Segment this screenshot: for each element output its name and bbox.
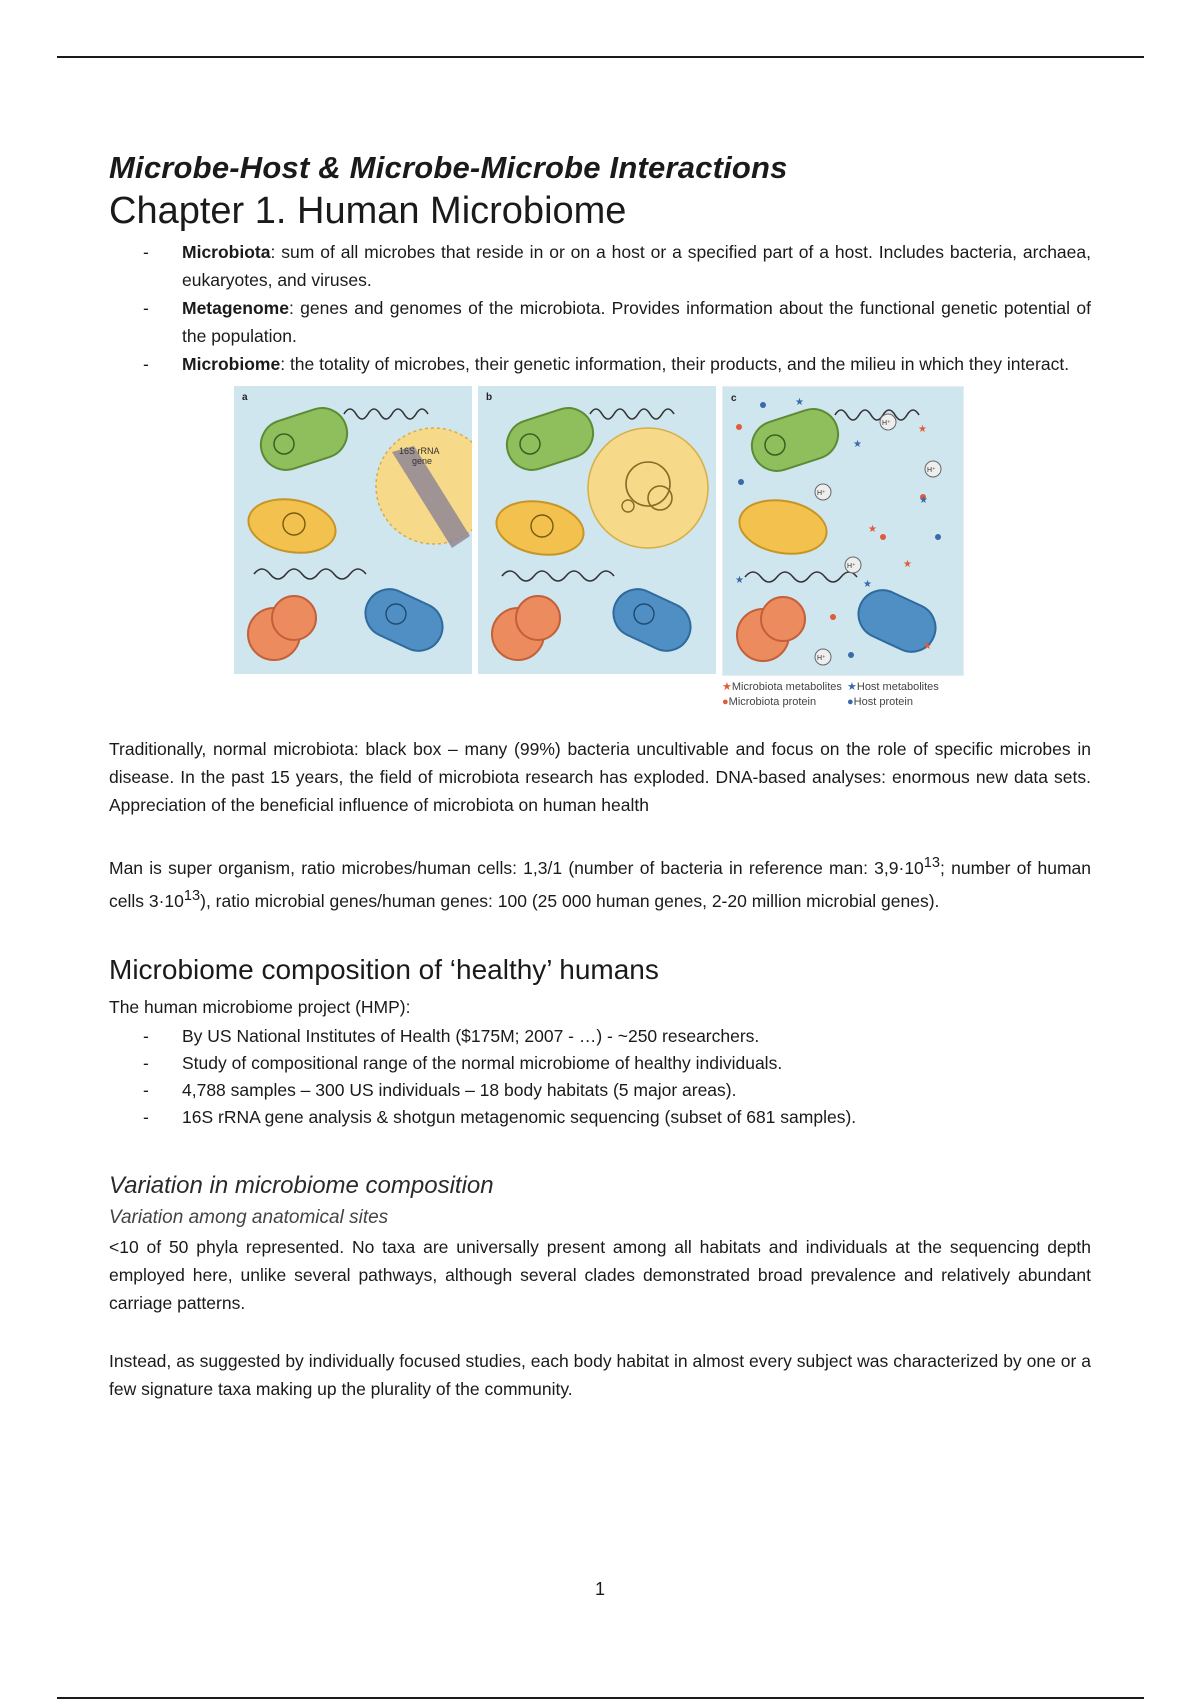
dot-icon: ●: [847, 696, 854, 708]
microbiota-protein-dot: [880, 534, 886, 540]
yellow-bacterium: [492, 495, 588, 561]
legend-host-metabolites: [847, 680, 972, 695]
definition-text: : sum of all microbes that reside in or on a host or a specified part of a host. Includes bacteria, archaea, eukaryotes, and viruses.: [182, 242, 1091, 290]
definition-text: : the totality of microbes, their genetic information, their products, and the milieu in which they interact.: [280, 354, 1070, 374]
document-subtitle: Microbe-Host & Microbe-Microbe Interactions: [109, 150, 788, 185]
host-metabolite-star: ★: [919, 495, 928, 506]
list-item: - Study of compositional range of the normal microbiome of healthy individuals.: [109, 1050, 1091, 1077]
microbiome-figure: [234, 386, 974, 711]
definition-term: Microbiome: [182, 354, 281, 374]
host-protein-dot: [760, 402, 766, 408]
paragraph-phyla: <10 of 50 phyla represented. No taxa are universally present among all habitats and individuals at the sequencing depth employed here, unlike several pathways, although several clades demonstrated broad prevalence and relatively abundant carriage patterns.: [109, 1236, 1091, 1313]
microbiota-metabolite-star: ★: [923, 641, 932, 652]
panel-a-illustration: [234, 386, 472, 674]
flagellum: [590, 409, 674, 419]
paragraph-super-organism: [109, 849, 1091, 915]
legend-microbiota-protein: [722, 695, 847, 710]
proton-label: H⁺: [927, 467, 936, 474]
dot-icon: ●: [722, 696, 729, 708]
host-metabolite-star: ★: [795, 397, 804, 408]
text-span: ), ratio microbial genes/human genes: 100 (25 000 human genes, 2-20 million microbial genes).: [200, 890, 940, 911]
proton-label: H⁺: [817, 655, 826, 662]
figure-panel-b: [478, 386, 716, 674]
panel-b-label: b: [486, 392, 493, 403]
paragraph-black-box: Traditionally, normal microbiota: black box – many (99%) bacteria uncultivable and focus on the role of specific microbes in disease. In the past 15 years, the field of microbiota research has exploded. DNA-based analyses: enormous new data sets. Appreciation of the beneficial influence of microbiota on human health: [109, 739, 1091, 815]
flagellum: [254, 569, 366, 579]
legend-microbiota-metabolites: [722, 680, 847, 695]
definition-metagenome: [109, 294, 1091, 350]
paragraph-signature-taxa: Instead, as suggested by individually focused studies, each body habitat in almost every subject was characterized by one or a few signature taxa making up the plurality of the community.: [109, 1350, 1091, 1399]
superscript: 13: [183, 887, 201, 904]
microbiota-metabolite-star: ★: [903, 559, 912, 570]
definition-list: [109, 238, 1091, 378]
yellow-bacterium: [244, 493, 340, 559]
proton-label: H⁺: [847, 563, 856, 570]
gene-label-line1: 16S rRNA: [399, 446, 440, 456]
host-protein-dot: [935, 534, 941, 540]
legend-label: Microbiota metabolites: [731, 681, 842, 693]
section-heading-healthy: Microbiome composition of ‘healthy’ humans: [109, 953, 659, 985]
orange-bacterium: [761, 597, 805, 641]
definition-term: Metagenome: [182, 298, 289, 318]
hmp-list: [109, 1023, 1091, 1131]
list-item: - By US National Institutes of Health ($175M; 2007 - …) - ~250 researchers.: [109, 1023, 1091, 1050]
flagellum: [344, 409, 428, 419]
top-rule: [57, 56, 1144, 58]
chapter-title: Chapter 1. Human Microbiome: [109, 190, 627, 232]
superscript: 13: [923, 855, 941, 871]
text-span: ; number of human cells 3·10: [109, 857, 1092, 911]
green-bacterium: [254, 402, 353, 477]
bottom-rule: [57, 1697, 1144, 1699]
microbiota-metabolite-star: ★: [868, 524, 877, 535]
page-content: [109, 148, 1091, 1403]
zoom-circle: [588, 428, 708, 548]
definition-microbiome: [109, 350, 1091, 378]
host-protein-dot: [848, 652, 854, 658]
definition-microbiota: [109, 238, 1091, 294]
legend-label: Microbiota protein: [728, 696, 817, 708]
microbiota-protein-dot: [830, 614, 836, 620]
proton-label: H⁺: [882, 420, 891, 427]
panel-b-illustration: [478, 386, 716, 674]
list-item: - 16S rRNA gene analysis & shotgun metagenomic sequencing (subset of 681 samples).: [109, 1104, 1091, 1131]
figure-panel-a: [234, 386, 472, 674]
host-metabolite-star: ★: [853, 439, 862, 450]
orange-bacterium: [516, 596, 560, 640]
green-bacterium: [500, 402, 599, 477]
proton-label: H⁺: [817, 490, 826, 497]
legend-label: Host metabolites: [856, 681, 939, 693]
host-metabolite-star: ★: [863, 579, 872, 590]
text-span: Man is super organism, ratio microbes/human cells: 1,3/1 (number of bacteria in reference man: 3,9·10: [109, 857, 924, 878]
legend-host-protein: [847, 695, 972, 710]
legend-label: Host protein: [853, 696, 913, 708]
legend-row: [722, 695, 972, 710]
figure-legend: [722, 680, 972, 710]
definition-text: : genes and genomes of the microbiota. Provides information about the functional genetic potential of the population.: [182, 298, 1091, 346]
list-item: - 4,788 samples – 300 US individuals – 18 body habitats (5 major areas).: [109, 1077, 1091, 1104]
page-number: 1: [594, 1579, 605, 1599]
star-icon: ★: [847, 681, 857, 693]
host-metabolite-star: ★: [735, 575, 744, 586]
legend-row: [722, 680, 972, 695]
star-icon: ★: [722, 681, 732, 693]
subsection-heading-variation: Variation in microbiome composition: [109, 1171, 494, 1199]
panel-a-label: a: [242, 392, 248, 403]
subsubsection-heading-anatomical: Variation among anatomical sites: [109, 1206, 389, 1228]
host-protein-dot: [738, 479, 744, 485]
flagellum: [502, 571, 614, 581]
panel-c-illustration: [723, 387, 963, 675]
gene-label-line2: gene: [412, 456, 433, 466]
hmp-intro: The human microbiome project (HMP):: [109, 996, 411, 1017]
figure-panel-c: [722, 386, 964, 676]
definition-term: Microbiota: [182, 242, 271, 262]
panel-c-label: c: [731, 393, 737, 404]
microbiota-metabolite-star: ★: [918, 424, 927, 435]
orange-bacterium: [272, 596, 316, 640]
microbiota-protein-dot: [736, 424, 742, 430]
